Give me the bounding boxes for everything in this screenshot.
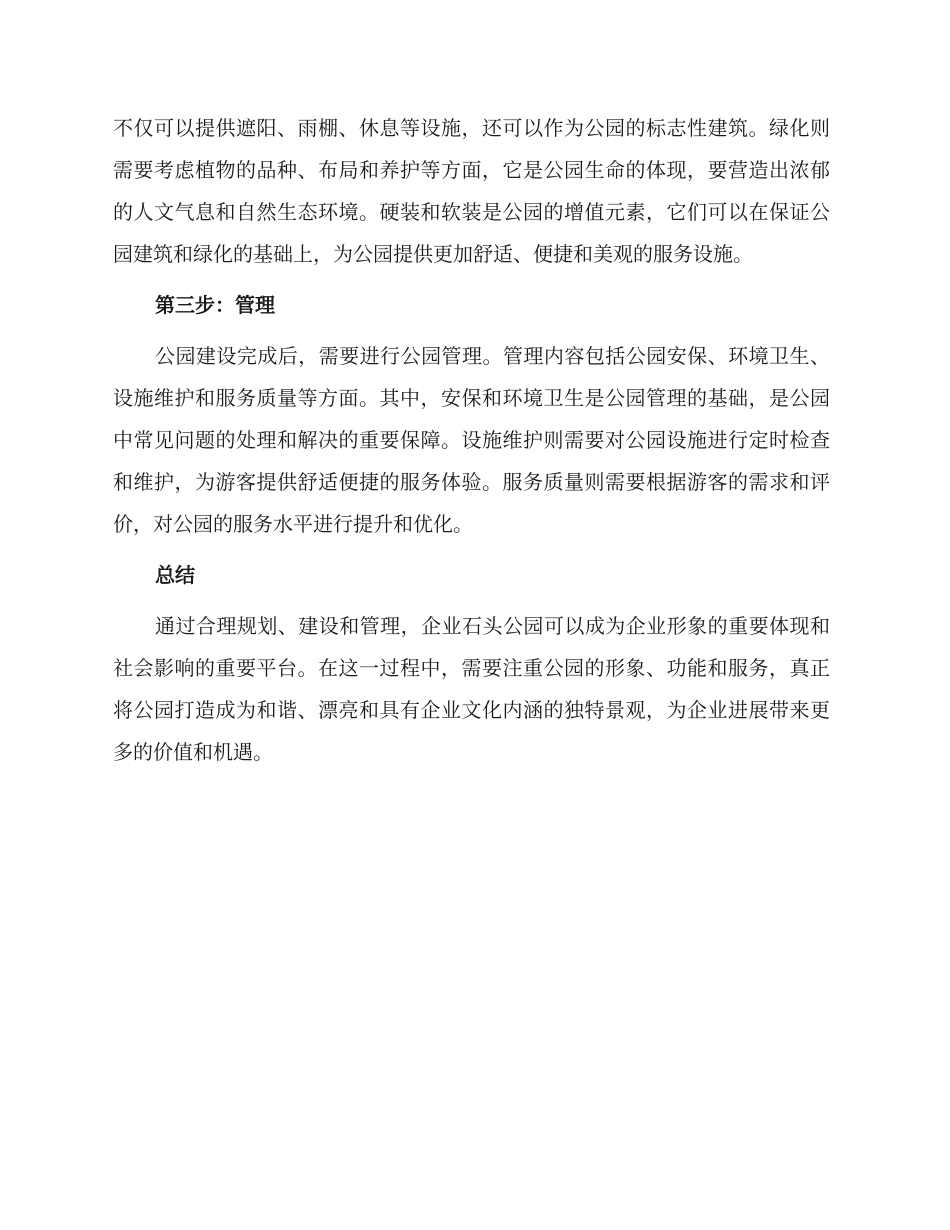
section-heading-management: 第三步：管理: [155, 293, 275, 317]
paragraph-summary: 通过合理规划、建设和管理，企业石头公园可以成为企业形象的重要体现和社会影响的重要平台。在这一过程中，需要注重公园的形象、功能和服务，真正将公园打造成为和谐、漂亮和具有企业文化内涵的独特景观，为企业进展带来更多的价值和机遇。: [113, 614, 830, 764]
paragraph-continuation: 不仅可以提供遮阳、雨棚、休息等设施，还可以作为公园的标志性建筑。绿化则需要考虑植物的品种、布局和养护等方面，它是公园生命的体现，要营造出浓郁的人文气息和自然生态环境。硬装和软装是公园的增值元素，它们可以在保证公园建筑和绿化的基础上，为公园提供更加舒适、便捷和美观的服务设施。: [113, 116, 830, 266]
document-body: [113, 107, 830, 773]
section-heading-summary: 总结: [155, 563, 195, 587]
paragraph-management: 公园建设完成后，需要进行公园管理。管理内容包括公园安保、环境卫生、设施维护和服务质量等方面。其中，安保和环境卫生是公园管理的基础，是公园中常见问题的处理和解决的重要保障。设施维护则需要对公园设施进行定时检查和维护，为游客提供舒适便捷的服务体验。服务质量则需要根据游客的需求和评价，对公园的服务水平进行提升和优化。: [113, 344, 830, 536]
